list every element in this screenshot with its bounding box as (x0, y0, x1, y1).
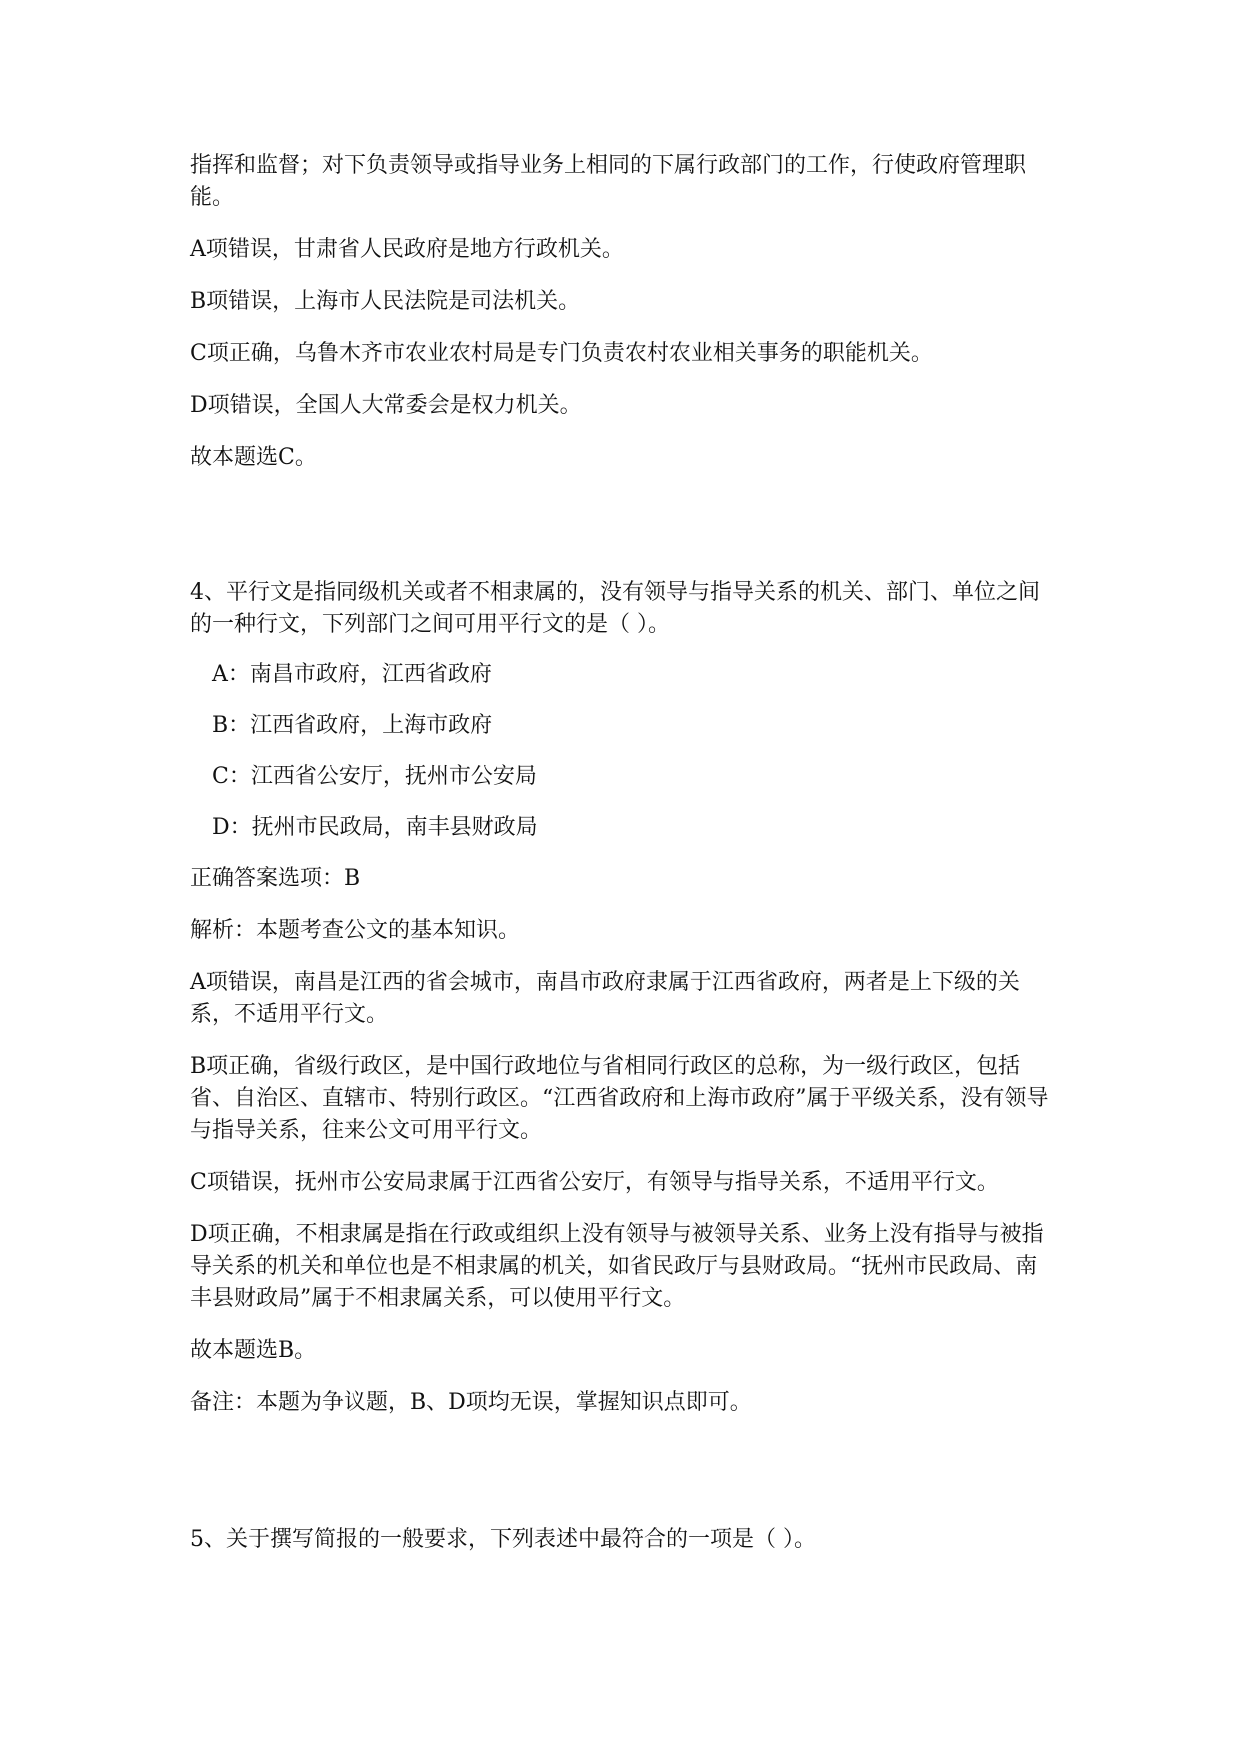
document-content (190, 150, 1050, 1576)
question4-option-a: A：南昌市政府，江西省政府 (212, 662, 492, 687)
question4-explanation-a: A项错误，南昌是江西的省会城市，南昌市政府隶属于江西省政府，两者是上下级的关系，不适用平行文。 (190, 970, 1020, 1027)
question4-answer: 正确答案选项：B (190, 866, 361, 891)
question4-option-d: D：抚州市民政局，南丰县财政局 (212, 815, 538, 840)
question4-option-c: C：江西省公安厅，抚州市公安局 (212, 764, 537, 789)
question4-explanation-d: D项正确，不相隶属是指在行政或组织上没有领导与被领导关系、业务上没有指导与被指导关系的机关和单位也是不相隶属的机关，如省民政厅与县财政局。“抚州市民政局、南丰县财政局”属于不相隶属关系，可以使用平行文。 (190, 1222, 1044, 1311)
spacer (190, 1439, 1050, 1524)
question4-stem: 4、平行文是指同级机关或者不相隶属的，没有领导与指导关系的机关、部门、单位之间的一种行文，下列部门之间可用平行文的是（ ）。 (190, 580, 1040, 637)
section3-explanation-d: D项错误，全国人大常委会是权力机关。 (190, 393, 582, 418)
spacer (190, 494, 1050, 577)
question4-conclusion: 故本题选B。 (190, 1338, 317, 1363)
question5-stem: 5、关于撰写简报的一般要求，下列表述中最符合的一项是（ ）。 (190, 1527, 816, 1552)
question4-explanation-b: B项正确，省级行政区，是中国行政地位与省相同行政区的总称，为一级行政区，包括省、自治区、直辖市、特别行政区。“江西省政府和上海市政府”属于平级关系，没有领导与指导关系，往来公文可用平行文。 (190, 1054, 1049, 1143)
section3-explanation-b: B项错误，上海市人民法院是司法机关。 (190, 289, 581, 314)
section3-conclusion: 故本题选C。 (190, 445, 317, 470)
section3-explanation-a: A项错误，甘肃省人民政府是地方行政机关。 (190, 237, 624, 262)
question4-option-b: B：江西省政府，上海市政府 (212, 713, 493, 738)
question4-analysis: 解析：本题考查公文的基本知识。 (190, 918, 521, 943)
question4-note: 备注：本题为争议题，B、D项均无误，掌握知识点即可。 (190, 1390, 752, 1415)
section3-continuation: 指挥和监督；对下负责领导或指导业务上相同的下属行政部门的工作，行使政府管理职能。 (190, 153, 1027, 210)
question4-explanation-c: C项错误，抚州市公安局隶属于江西省公安厅，有领导与指导关系，不适用平行文。 (190, 1170, 999, 1195)
section3-explanation-c: C项正确，乌鲁木齐市农业农村局是专门负责农村农业相关事务的职能机关。 (190, 341, 933, 366)
